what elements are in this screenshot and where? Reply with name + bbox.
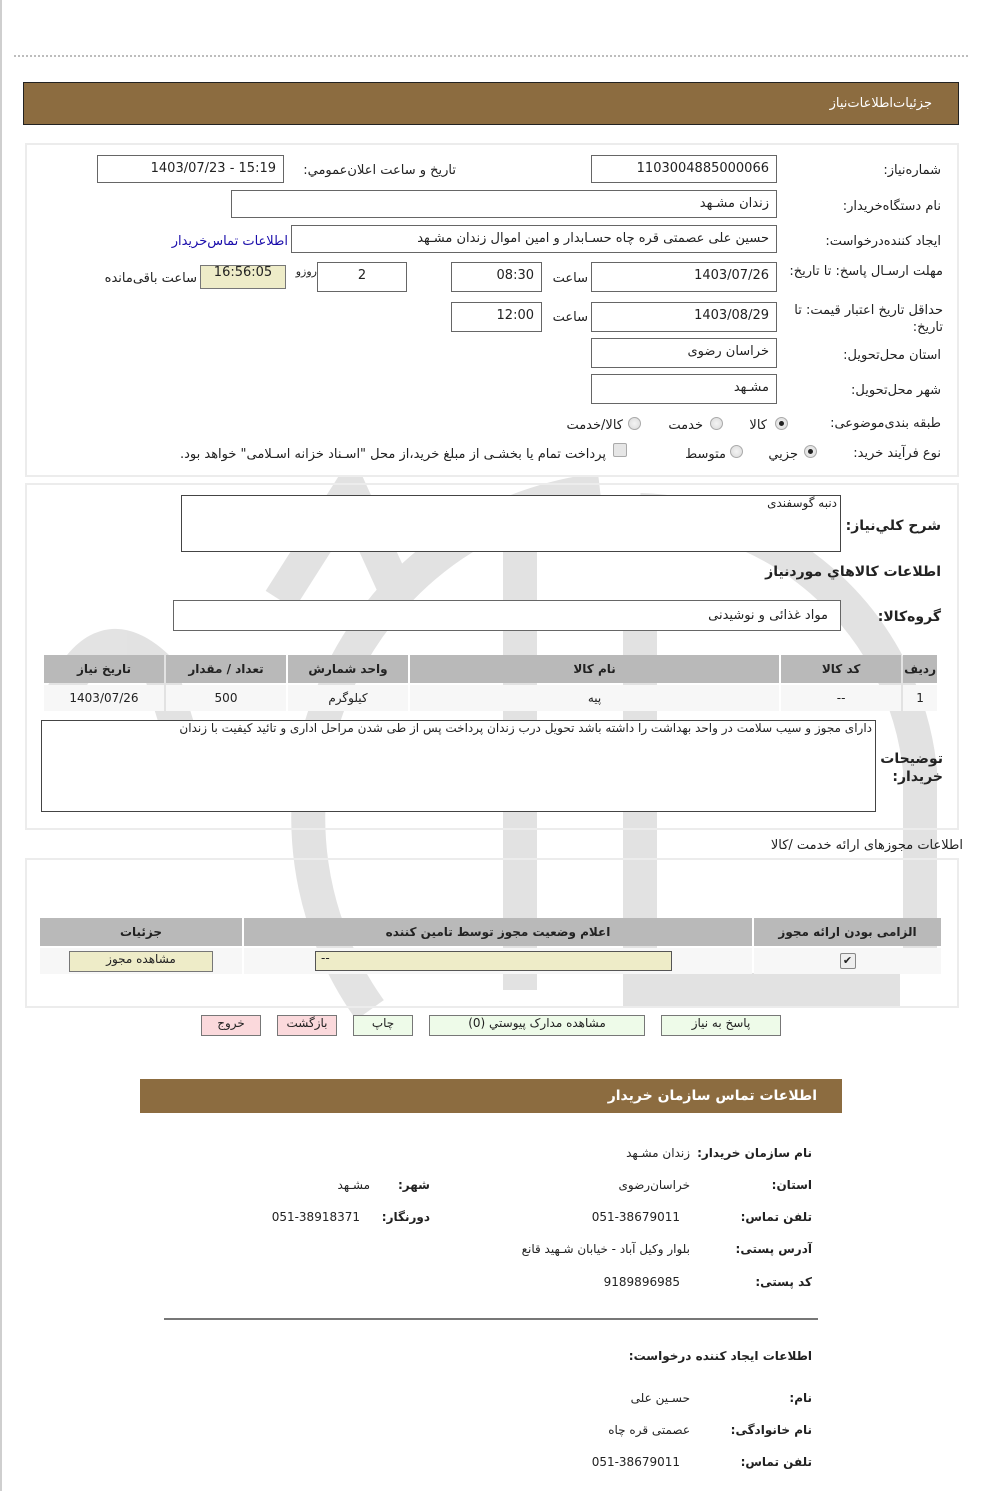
postal-label: کد پستی: [755, 1275, 812, 1289]
category-option-both: کالا/خدمت [566, 418, 623, 433]
announce-field: 1403/07/23 - 15:19 [97, 155, 284, 183]
creator-field: حسین علی عصمتی قره چاه حسـابدار و امین اموال زندان مشـهد [291, 225, 777, 253]
col-permit-status: اعلام وضعیت مجوز توسط تامین کننده [244, 918, 752, 946]
remaining-timer: 16:56:05 [200, 265, 286, 289]
col-need-date: تاریخ نیاز [44, 655, 164, 683]
category-option-service: خدمت [668, 418, 703, 433]
category-label: طبقه بندی‌موضوعی: [830, 416, 941, 431]
contact-divider [164, 1318, 818, 1320]
summary-label: شرح کلي‌نیاز: [845, 518, 941, 534]
province-label: استان محل‌تحویل: [843, 348, 941, 363]
province-contact-label: استان: [771, 1178, 812, 1192]
buyer-notes-label: توضیحات خریدار: [880, 751, 943, 785]
view-permit-button[interactable]: مشاهده مجوز [69, 951, 213, 972]
process-radio-medium[interactable] [730, 445, 743, 458]
validity-time-label: ساعت [552, 310, 588, 325]
province-contact-value: خراسان‌رضوی [618, 1178, 690, 1192]
exit-button[interactable]: خروج [201, 1015, 261, 1036]
province-field: خراسان رضوی [591, 338, 777, 368]
deadline-time-field: 08:30 [451, 262, 542, 292]
creator-phone-label: تلفن تماس: [740, 1455, 812, 1469]
cell-unit: کیلوگرم [288, 685, 408, 711]
goods-table-wrap [42, 653, 939, 713]
process-radio-minor[interactable] [804, 445, 817, 458]
buyer-org-field: زندان مشـهد [231, 190, 777, 218]
category-radio-both[interactable] [628, 417, 641, 430]
goods-table [42, 653, 939, 713]
validity-time-field: 12:00 [451, 302, 542, 332]
buyer-contact-title: اطلاعات تماس سازمان خریدار [607, 1088, 817, 1104]
org-value: زندان مشـهد [626, 1146, 690, 1160]
city-contact-value: مشـهد [337, 1178, 370, 1192]
table-row [44, 685, 937, 711]
org-label: نام سازمان خریدار: [697, 1146, 812, 1160]
col-permit-details: جزئیات [40, 918, 242, 946]
deadline-time-label: ساعت [552, 271, 588, 286]
category-radio-goods[interactable] [775, 417, 788, 430]
attachments-button[interactable]: مشاهده مدارک پیوستي (0) [429, 1015, 645, 1036]
creator-info-title: اطلاعات ایجاد کننده درخواست: [628, 1349, 812, 1363]
permits-table-wrap [38, 916, 943, 976]
summary-textarea: دنبه گوسفندی [181, 495, 841, 552]
city-contact-label: شهر: [398, 1178, 430, 1192]
treasury-checkbox-label: پرداخت تمام یا بخشـی از مبلغ خرید،از محل "اسـناد خزانه اسـلامی" خواهد بود. [179, 447, 606, 462]
permit-required-checkbox[interactable]: ✔ [840, 953, 856, 969]
buyer-contact-link[interactable]: اطلاعات تماس‌خریدار [171, 234, 288, 249]
page-header-bar [23, 82, 959, 125]
buyer-notes-textarea: دارای مجوز و سیب سلامت در واحد بهداشت را داشته باشد تحویل درب زندان پرداخت پس از طی شدن مراحل اداری و تائید کیفیت با زندان [41, 720, 876, 812]
phone-contact-label: تلفن تماس: [740, 1210, 812, 1224]
permits-title: اطلاعات مجوزهای ارائه خدمت /کالا [770, 838, 963, 853]
category-option-goods: کالا [749, 418, 767, 433]
col-unit: واحد شمارش [288, 655, 408, 683]
validity-date-field: 1403/08/29 [591, 302, 777, 332]
buyer-org-label: نام دستگاه‌خریدار: [842, 199, 941, 214]
goods-group-field: مواد غذائی و نوشیدنی [173, 600, 841, 631]
need-number-field: 1103004885000066 [591, 155, 777, 183]
cell-row-number: 1 [903, 685, 937, 711]
creator-name-value: حسـین علی [630, 1391, 690, 1405]
treasury-checkbox[interactable] [613, 443, 627, 457]
creator-family-label: نام خانوادگی: [730, 1423, 812, 1437]
col-permit-required: الزامی بودن ارائه مجوز [754, 918, 941, 946]
validity-label: حداقل تاریخ اعتبار قیمت: تا تاریخ: [794, 303, 943, 335]
reply-button[interactable]: پاسخ به نیاز [661, 1015, 781, 1036]
process-option-minor: جزيي [768, 447, 798, 462]
page-left-border [0, 0, 2, 1491]
days-remaining-field: 2 [317, 262, 407, 292]
print-button[interactable]: چاپ [353, 1015, 413, 1036]
deadline-date-field: 1403/07/26 [591, 262, 777, 292]
cell-need-date: 1403/07/26 [44, 685, 164, 711]
creator-family-value: عصمتی قره چاه [608, 1423, 690, 1437]
category-radio-service[interactable] [710, 417, 723, 430]
permits-table [38, 916, 943, 976]
need-number-label: شماره‌نیاز: [883, 163, 941, 178]
fax-value: 051-38918371 [271, 1210, 360, 1224]
address-label: آدرس پستی: [735, 1242, 812, 1256]
phone-contact-value: 051-38679011 [591, 1210, 680, 1224]
announce-label: تاریخ و ساعت اعلان‌عمومي: [303, 163, 456, 178]
top-dotted-divider [14, 55, 968, 57]
city-field: مشـهد [591, 374, 777, 404]
cell-goods-name: پیه [410, 685, 779, 711]
permit-status-field: -- [315, 951, 672, 971]
goods-group-label: گروه‌کالا: [877, 609, 941, 625]
days-label: روزو [295, 265, 317, 278]
col-goods-name: نام کالا [410, 655, 779, 683]
process-label: نوع فرآیند خرید: [853, 446, 941, 461]
creator-label: ایجاد کننده‌درخواست: [825, 234, 941, 249]
fax-label: دورنگار: [381, 1210, 430, 1224]
cell-goods-code: -- [781, 685, 901, 711]
buyer-contact-header [140, 1079, 842, 1113]
col-quantity: تعداد / مقدار [166, 655, 286, 683]
creator-name-label: نام: [789, 1391, 812, 1405]
process-option-medium: متوسط [685, 447, 726, 462]
page-title: جزئیات‌اطلاعات‌نیاز [829, 96, 932, 111]
goods-info-title: اطلاعات کالاهاي موردنیاز [765, 564, 941, 580]
remaining-label: ساعت باقی‌مانده [104, 271, 197, 286]
cell-quantity: 500 [166, 685, 286, 711]
permit-row [40, 948, 941, 974]
back-button[interactable]: بازگشت [277, 1015, 337, 1036]
postal-value: 9189896985 [603, 1275, 680, 1289]
creator-phone-value: 051-38679011 [591, 1455, 680, 1469]
col-goods-code: کد کالا [781, 655, 901, 683]
deadline-label: مهلت ارسـال پاسخ: تا تاریخ: [789, 264, 943, 279]
col-row-number: ردیف [903, 655, 937, 683]
city-label: شهر محل‌تحویل: [851, 383, 941, 398]
address-value: بلوار وکیل آباد - خیابان شـهید قانع [521, 1242, 690, 1256]
